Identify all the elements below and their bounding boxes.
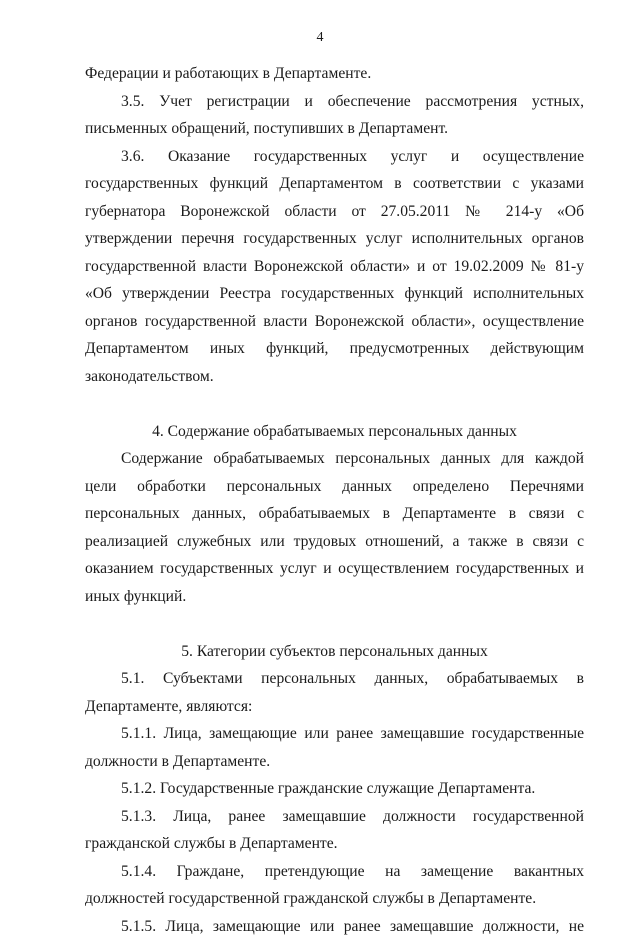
paragraph-5-1: 5.1. Субъектами персональных данных, обрабатываемых в Департаменте, являются:	[85, 665, 584, 720]
paragraph-5-1-1: 5.1.1. Лица, замещающие или ранее замещавшие государственные должности в Департаменте.	[85, 720, 584, 775]
section-heading-5: 5. Категории субъектов персональных данных	[85, 638, 584, 666]
page-number: 4	[0, 30, 640, 46]
paragraph-3-5: 3.5. Учет регистрации и обеспечение рассмотрения устных, письменных обращений, поступивших в Департамент.	[85, 88, 584, 143]
paragraph-5-1-4: 5.1.4. Граждане, претендующие на замещение вакантных должностей государственной гражданской службы в Департаменте.	[85, 858, 584, 913]
paragraph-4: Содержание обрабатываемых персональных данных для каждой цели обработки персональных данных определено Перечнями персональных данных, обрабатываемых в Департаменте в связи с реализацией служебных или трудовых отношений, а также в связи с оказанием государственных услуг и осуществлением государственных и иных функций.	[85, 445, 584, 610]
paragraph-5-1-2: 5.1.2. Государственные гражданские служащие Департамента.	[85, 775, 584, 803]
spacer	[85, 610, 584, 638]
spacer	[85, 390, 584, 418]
paragraph-5-1-3: 5.1.3. Лица, ранее замещавшие должности государственной гражданской службы в Департаменте.	[85, 803, 584, 858]
paragraph-3-6: 3.6. Оказание государственных услуг и осуществление государственных функций Департаментом в соответствии с указами губернатора Воронежской области от 27.05.2011 № 214-у «Об утверждении перечня государственных услуг исполнительных органов государственной власти Воронежской области» и от 19.02.2009 № 81-у «Об утверждении Реестра государственных функций исполнительных органов государственной власти Воронежской области», осуществление Департаментом иных функций, предусмотренных действующим законодательством.	[85, 143, 584, 391]
paragraph-continuation: Федерации и работающих в Департаменте.	[85, 60, 584, 88]
paragraph-5-1-5: 5.1.5. Лица, замещающие или ранее замещавшие должности, не	[85, 913, 584, 940]
document-body	[85, 60, 584, 940]
section-heading-4: 4. Содержание обрабатываемых персональных данных	[85, 418, 584, 446]
